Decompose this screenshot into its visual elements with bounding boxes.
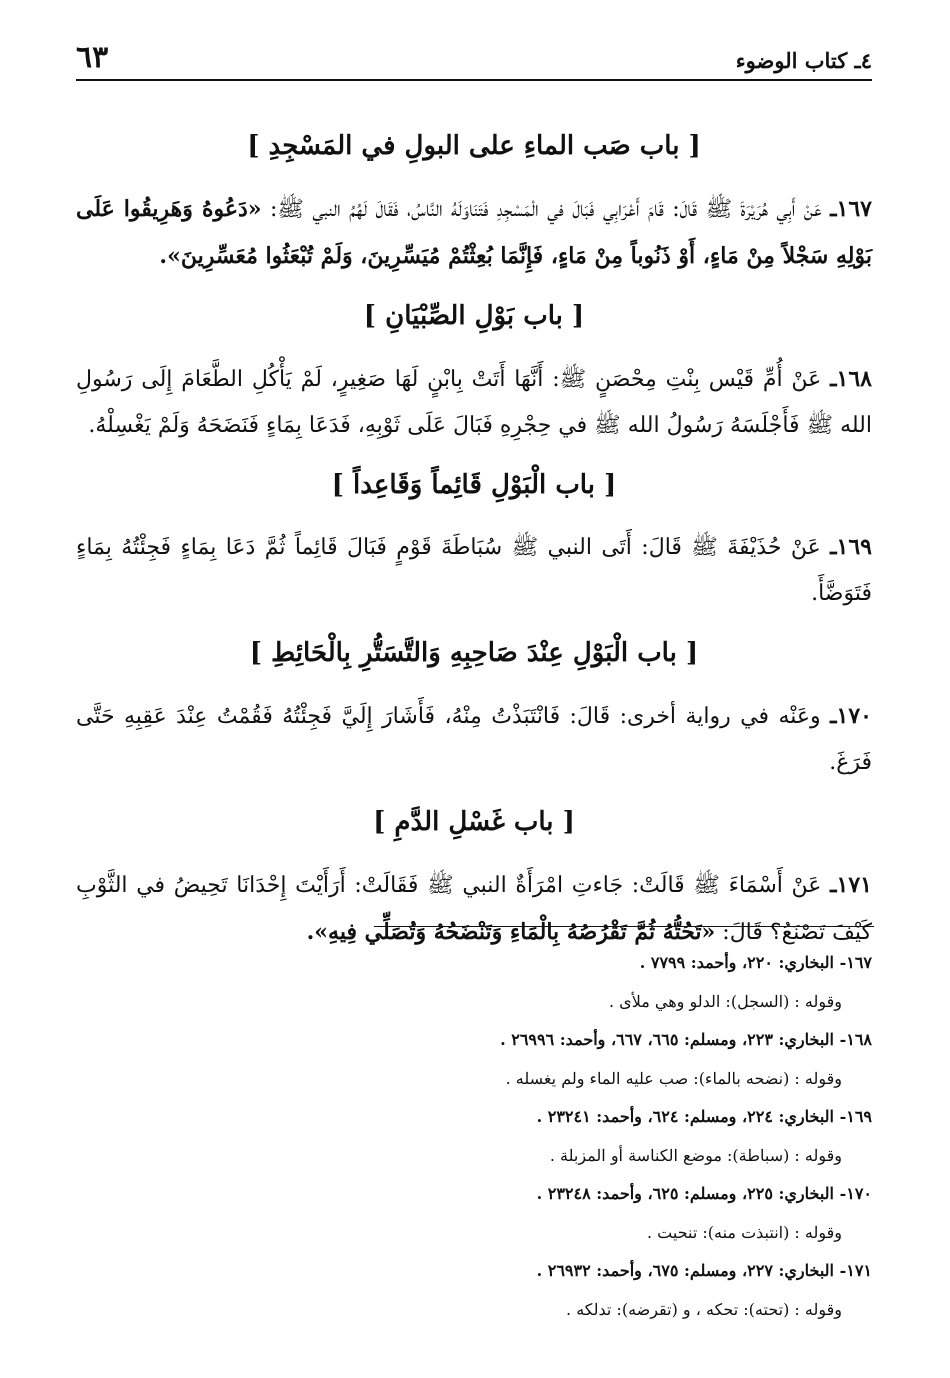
hadith-text: عَنْ أَبِي هُرَيْرَةَ ﷺ قَالَ: قَامَ أَعْرَابِي فَبَالَ في الْمَسْجِدِ فَتَنَاوَلَهُ النَّاسُ، فَقَالَ لَهُمُ النبي ﷺ: — [269, 196, 822, 222]
footnote-gloss: وقوله : (سباطة): موضع الكناسة أو المزبلة . — [549, 1145, 842, 1165]
hadith-number: ١٧١ـ — [830, 871, 872, 898]
footnote-source: ١٧١- البخاري: ٢٢٧، ومسلم: ٦٧٥، وأحمد: ٢٦٩٣٢ . — [536, 1261, 872, 1280]
footnote-source: ١٦٨- البخاري: ٢٢٣، ومسلم: ٦٦٥، ٦٦٧، وأحمد: ٢٦٩٩٦ . — [500, 1030, 872, 1049]
footnote-source: ١٦٧- البخاري: ٢٢٠، وأحمد: ٧٧٩٩ . — [639, 953, 872, 972]
footnotes — [76, 944, 872, 1329]
hadith-quote: «دَعُوهُ وَهَرِيقُوا عَلَى بَوْلِهِ سَجْلاً مِنْ مَاءٍ، أَوْ ذَنُوباً مِنْ مَاءٍ، فَإِنَّمَا بُعِثْتُمْ مُيَسِّرِينَ، وَلَمْ تُبْعَثُوا مُعَسِّرِينَ». — [76, 195, 872, 269]
header-rule — [76, 79, 872, 81]
main-text — [76, 130, 872, 976]
footnote-gloss: وقوله : (تحته): تحكه ، و (تقرضه): تدلكه . — [566, 1299, 842, 1319]
hadith-text: عَنْ أَسْمَاءَ ﷺ قَالَتْ: جَاءتِ امْرَأَةٌ النبي ﷺ فَقَالَتْ: أَرَأَيْتَ إِحْدَانَا تَحِيضُ في الثَّوْبِ كَيْفَ تَصْنَعُ؟ قَالَ: — [76, 872, 872, 945]
hadith-text: عَنْ أُمِّ قَيْس بِنْتِ مِحْصَنٍ ﷺ: أَنَّهَا أَتَتْ بِابْنٍ لَهَا صَغِيرٍ، لَمْ يَأْكُلِ الطَّعَامَ إِلَى رَسُولِ الله ﷺ فَأَجْلَسَهُ رَسُولُ الله ﷺ في حِجْرِهِ فَبَالَ عَلَى ثَوْبِهِ، فَدَعَا بِمَاءٍ فَنَضَحَهُ وَلَمْ يَغْسِلْهُ. — [76, 366, 872, 438]
footnote-gloss: وقوله : (نضحه بالماء): صب عليه الماء ولم يغسله . — [505, 1068, 842, 1088]
hadith-number: ١٧٠ـ — [830, 703, 872, 730]
chapter-title: [ باب الْبَوْلِ عِنْدَ صَاحِبِهِ وَالتَّسَتُّرِ بِالْحَائِطِ ] — [249, 638, 699, 669]
running-head: ٤ـ كتاب الوضوء — [735, 48, 872, 73]
footnote-source: ١٦٩- البخاري: ٢٢٤، ومسلم: ٦٢٤، وأحمد: ٢٣٢٤١ . — [536, 1107, 872, 1126]
chapter-title: [ باب غَسْلِ الدَّمِ ] — [373, 807, 575, 838]
hadith-number: ١٦٧ـ — [830, 195, 872, 222]
footnote-source: ١٧٠- البخاري: ٢٢٥، ومسلم: ٦٢٥، وأحمد: ٢٣٢٤٨ . — [536, 1184, 872, 1203]
hadith-text: وعَنْه في رواية أخرى: قَالَ: فَانْتَبَذْتُ مِنْهُ، فَأَشَارَ إِلَيَّ فَجِئْتُهُ فَقُمْتُ عِنْدَ عَقِبِهِ حَتَّى فَرَغَ. — [76, 704, 872, 776]
hadith-169 — [76, 524, 872, 617]
footnote-gloss: وقوله : (السجل): الدلو وهي ملأى . — [609, 991, 842, 1011]
hadith-171 — [76, 862, 872, 956]
chapter-title: [ باب الْبَوْلِ قَائِماً وَقَاعِداً ] — [331, 469, 617, 500]
page-number: ٦٣ — [76, 40, 109, 75]
hadith-number: ١٦٨ـ — [830, 365, 872, 392]
footnote-gloss: وقوله : (انتبذت منه): تنحيت . — [646, 1222, 842, 1242]
page-header — [76, 38, 872, 82]
hadith-number: ١٦٩ـ — [830, 534, 872, 561]
hadith-text: عَنْ حُذَيْفَةَ ﷺ قَالَ: أَتَى النبي ﷺ سُبَاطَةَ قَوْمٍ فَبَالَ قَائِماً ثُمَّ دَعَا بِمَاءٍ فَجِئْتُهُ بِمَاءٍ فَتَوَضَّأَ. — [76, 535, 872, 607]
footnote-rule — [374, 926, 874, 927]
hadith-168 — [76, 356, 872, 449]
chapter-title: [ باب صَب الماءِ على البولِ في المَسْجِدِ ] — [247, 131, 701, 161]
hadith-167 — [76, 186, 872, 280]
chapter-title: [ باب بَوْلِ الصِّبْيَانِ ] — [363, 300, 585, 331]
hadith-quote: «تَحُتُّهُ ثُمَّ تَقْرُصُهُ بِالْمَاءِ وَتَنْضَحُهُ وَتُصَلِّي فِيهِ». — [306, 918, 716, 945]
hadith-170 — [76, 693, 872, 786]
